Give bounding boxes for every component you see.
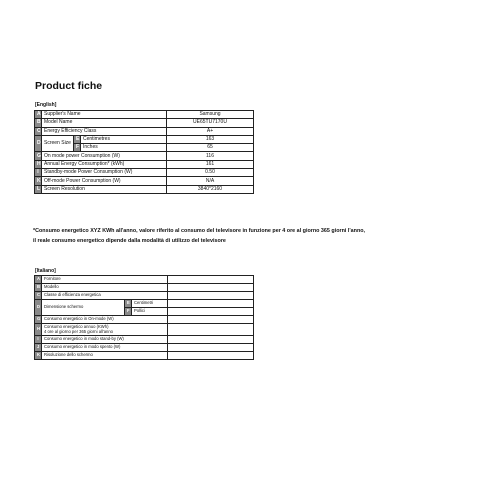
row-value: A+ bbox=[167, 127, 254, 135]
table-row bbox=[35, 185, 254, 193]
row-label: On mode power Consumption (W) bbox=[42, 152, 167, 160]
row-letter: I bbox=[35, 169, 42, 177]
sub-row-value: 65 bbox=[167, 144, 254, 152]
sub-row-label: Pollici bbox=[132, 308, 168, 316]
sub-row-letter: F bbox=[125, 308, 132, 316]
table-row bbox=[35, 344, 254, 352]
table-row bbox=[35, 127, 254, 135]
row-label: Modello bbox=[42, 284, 168, 292]
row-value bbox=[168, 324, 254, 336]
table-row bbox=[35, 119, 254, 127]
row-value: 3840*2160 bbox=[167, 185, 254, 193]
sub-row-letter: F bbox=[74, 144, 81, 152]
table-row bbox=[35, 276, 254, 284]
row-label: Consumo energetico in modo spento (W) bbox=[42, 344, 168, 352]
row-letter: L bbox=[35, 185, 42, 193]
table-row bbox=[35, 292, 254, 300]
row-value bbox=[168, 344, 254, 352]
table-row bbox=[35, 135, 254, 143]
table-row bbox=[35, 284, 254, 292]
row-label: Risoluzione dello schermo bbox=[42, 352, 168, 360]
sub-row-label: Centimetres bbox=[81, 135, 167, 143]
table-row bbox=[35, 352, 254, 360]
sub-row-letter: E bbox=[125, 300, 132, 308]
row-letter: H bbox=[35, 324, 42, 336]
sub-row-label: Centimetri bbox=[132, 300, 168, 308]
row-letter: C bbox=[35, 127, 42, 135]
table-row bbox=[35, 160, 254, 168]
row-value bbox=[168, 276, 254, 284]
row-label-line-1: Consumo energetico annuo (KWh) bbox=[44, 324, 109, 330]
sub-row-value: 163 bbox=[167, 135, 254, 143]
row-label: Model Name bbox=[42, 119, 167, 127]
sub-row-label: Inches bbox=[81, 144, 167, 152]
italian-language-label: [Italiano] bbox=[35, 268, 56, 274]
row-letter: D bbox=[35, 135, 42, 152]
row-label: Classe di efficienza energetica bbox=[42, 292, 168, 300]
row-letter: A bbox=[35, 111, 42, 119]
sub-row-value bbox=[168, 308, 254, 316]
sub-row-letter: E bbox=[74, 135, 81, 143]
row-value: 0.50 bbox=[167, 169, 254, 177]
energy-consumption-note bbox=[33, 226, 473, 246]
page-title: Product fiche bbox=[35, 80, 103, 92]
sub-row-value bbox=[168, 300, 254, 308]
row-letter: H bbox=[35, 160, 42, 168]
table-row bbox=[35, 336, 254, 344]
row-letter: A bbox=[35, 276, 42, 284]
note-line-1: *Consumo energetico XYZ KWh all'anno, valore riferito al consumo del televisore in funzione per 4 ore al giorno 365 giorni l'anno, bbox=[33, 228, 366, 234]
row-value bbox=[168, 316, 254, 324]
table-row bbox=[35, 169, 254, 177]
english-spec-table bbox=[34, 110, 254, 194]
row-label: Screen Resolution bbox=[42, 185, 167, 193]
row-letter: J bbox=[35, 344, 42, 352]
table-row bbox=[35, 152, 254, 160]
row-label: Fornitore bbox=[42, 276, 168, 284]
row-value: 116 bbox=[167, 152, 254, 160]
row-label: Supplier's Name bbox=[42, 111, 167, 119]
row-letter: I bbox=[35, 336, 42, 344]
row-label bbox=[42, 324, 168, 336]
row-label: Consumo energetico in On-mode (W) bbox=[42, 316, 168, 324]
english-language-label: [English] bbox=[35, 102, 57, 108]
row-letter: C bbox=[35, 292, 42, 300]
row-letter: D bbox=[35, 300, 42, 316]
table-row bbox=[35, 316, 254, 324]
row-value bbox=[168, 336, 254, 344]
row-label: Off-mode Power Consumption (W) bbox=[42, 177, 167, 185]
row-label: Annual Energy Consumption* (kWh) bbox=[42, 160, 167, 168]
row-value: 161 bbox=[167, 160, 254, 168]
row-value bbox=[168, 352, 254, 360]
row-label: Energy Efficiency Class bbox=[42, 127, 167, 135]
row-letter: B bbox=[35, 284, 42, 292]
row-label: Standby-mode Power Consumption (W) bbox=[42, 169, 167, 177]
row-letter: G bbox=[35, 152, 42, 160]
row-label: Dimensione schermo bbox=[42, 300, 125, 316]
row-label: Screen Size bbox=[42, 135, 74, 152]
row-letter: B bbox=[35, 119, 42, 127]
row-label-line-2: 4 ore al giorno per 365 giorni all'anno bbox=[44, 328, 114, 334]
row-value: N/A bbox=[167, 177, 254, 185]
row-value bbox=[168, 284, 254, 292]
table-row bbox=[35, 300, 254, 308]
table-row bbox=[35, 324, 254, 336]
italian-spec-table bbox=[34, 275, 254, 360]
row-letter: K bbox=[35, 352, 42, 360]
note-line-2: il reale consumo energetico dipende dalla modalità di utilizzo del televisore bbox=[33, 238, 226, 244]
row-value: Samsung bbox=[167, 111, 254, 119]
row-letter: K bbox=[35, 177, 42, 185]
row-value: UE65TU7170U bbox=[167, 119, 254, 127]
row-letter: G bbox=[35, 316, 42, 324]
row-value bbox=[168, 292, 254, 300]
row-label: Consumo energetico in modo stand-by (W) bbox=[42, 336, 168, 344]
table-row bbox=[35, 111, 254, 119]
table-row bbox=[35, 177, 254, 185]
